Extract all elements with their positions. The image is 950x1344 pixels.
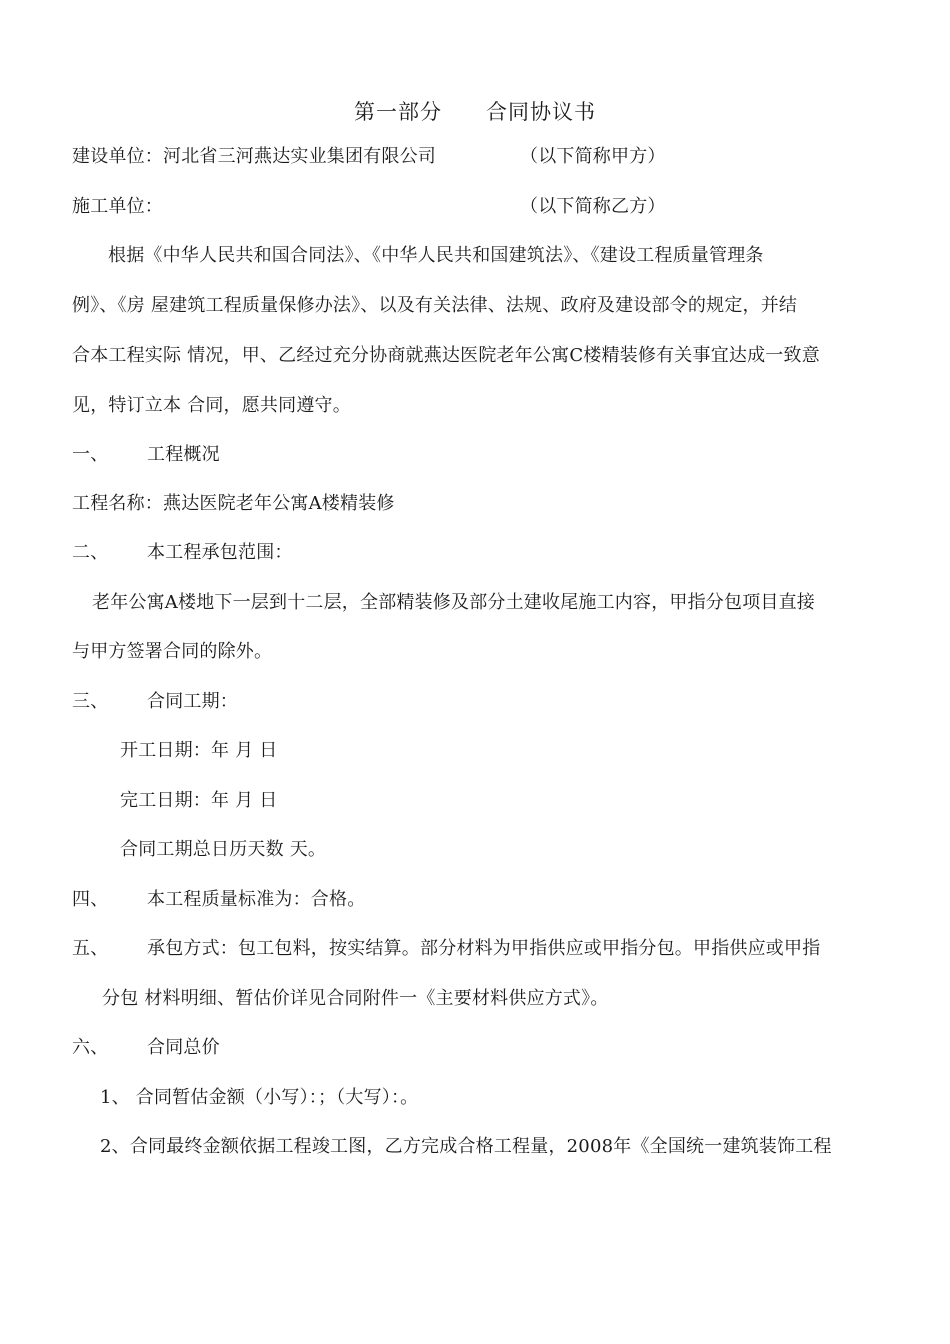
final-amount-basis: 2、合同最终金额依据工程竣工图，乙方完成合格工程量，2008年《全国统一建筑装饰工程 <box>100 1136 832 1157</box>
employer-label: 建设单位：河北省三河燕达实业集团有限公司 <box>72 146 436 167</box>
section-title: 合同工期： <box>147 691 238 712</box>
contractor-label: 施工单位： <box>72 196 163 217</box>
section-number: 五、 <box>72 938 109 959</box>
contractor-line <box>72 195 878 219</box>
preamble-line: 见，特订立本 合同，愿共同遵守。 <box>72 395 351 416</box>
employer-line <box>72 145 878 169</box>
section-heading-3 <box>72 690 238 714</box>
section-title: 本工程承包范围： <box>147 542 293 563</box>
section-heading-4 <box>72 888 365 912</box>
section-number: 二、 <box>72 542 109 563</box>
section-number: 六、 <box>72 1037 109 1058</box>
section-number: 三、 <box>72 691 109 712</box>
preamble-line: 例》、《房 屋建筑工程质量保修办法》、以及有关法律、法规、政府及建设部令的规定，并结 <box>72 295 798 316</box>
section-title: 本工程质量标准为：合格。 <box>147 889 366 910</box>
scope-line: 与甲方签署合同的除外。 <box>72 641 273 662</box>
estimated-amount: 1、 合同暂估金额（小写）：；（大写）：。 <box>100 1087 419 1108</box>
preamble-line: 合本工程实际 情况，甲、乙经过充分协商就燕达医院老年公寓C楼精装修有关事宜达成一致意 <box>72 345 820 366</box>
project-name: 工程名称：燕达医院老年公寓A楼精装修 <box>72 493 395 514</box>
section-heading-2 <box>72 541 293 565</box>
title-name: 合同协议书 <box>486 100 596 124</box>
employer-note: （以下简称甲方） <box>520 146 666 167</box>
section-heading-1 <box>72 443 220 467</box>
section-title: 合同总价 <box>147 1037 220 1058</box>
contract-mode-detail: 分包 材料明细、暂估价详见合同附件一《主要材料供应方式》。 <box>102 988 609 1009</box>
scope-line: 老年公寓A楼地下一层到十二层，全部精装修及部分土建收尾施工内容，甲指分包项目直接 <box>92 592 815 613</box>
contractor-note: （以下简称乙方） <box>520 196 666 217</box>
section-title: 承包方式：包工包料，按实结算。部分材料为甲指供应或甲指分包。甲指供应或甲指 <box>147 938 821 959</box>
section-heading-5 <box>72 937 820 961</box>
preamble-line: 根据《中华人民共和国合同法》、《中华人民共和国建筑法》、《建设工程质量管理条 <box>108 245 764 266</box>
completion-date: 完工日期：年 月 日 <box>120 790 278 811</box>
section-heading-6 <box>72 1036 220 1060</box>
page-title <box>0 98 950 126</box>
section-number: 四、 <box>72 889 109 910</box>
section-number: 一、 <box>72 444 109 465</box>
start-date: 开工日期：年 月 日 <box>120 740 278 761</box>
section-title: 工程概况 <box>147 444 220 465</box>
title-part: 第一部分 <box>354 100 442 124</box>
total-days: 合同工期总日历天数 天。 <box>120 839 327 860</box>
